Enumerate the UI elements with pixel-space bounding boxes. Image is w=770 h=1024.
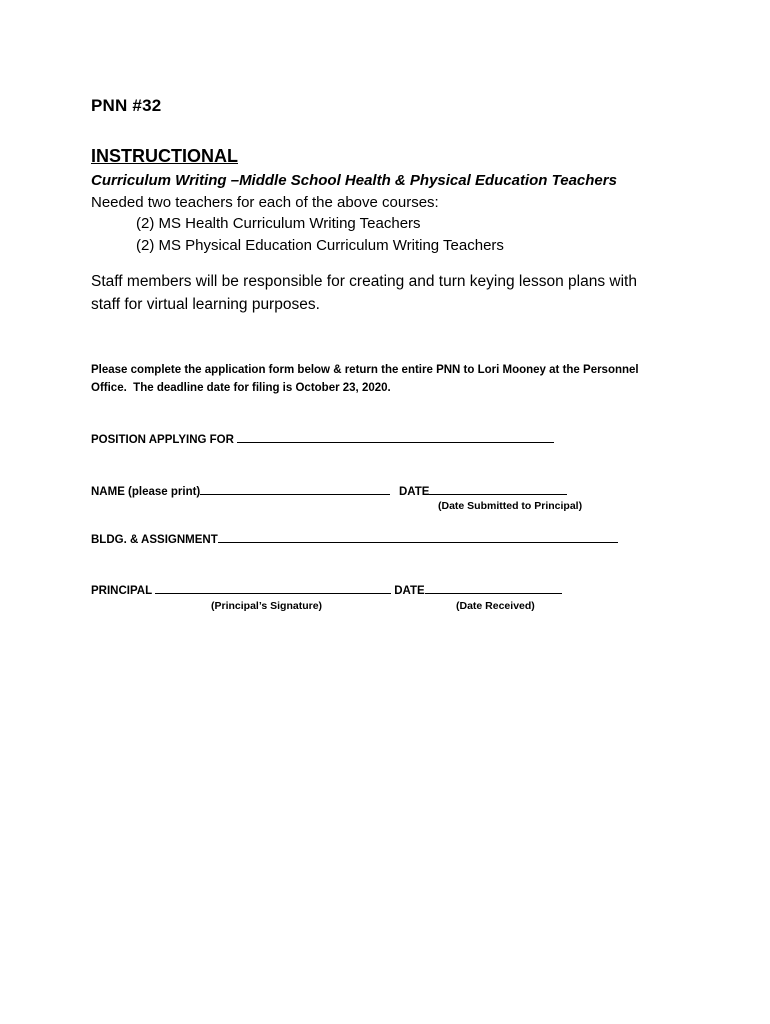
bldg-assignment-label: BLDG. & ASSIGNMENT [91, 534, 218, 546]
instructions-line: Please complete the application form below & return the entire PNN to Lori Mooney at the Personnel [91, 364, 639, 376]
principal-row [91, 582, 391, 597]
position-title: Curriculum Writing –Middle School Health & Physical Education Teachers [91, 172, 617, 189]
name-label: NAME (please print) [91, 486, 201, 498]
position-applying-row [91, 431, 554, 446]
date-submitted-caption: (Date Submitted to Principal) [438, 500, 583, 512]
date-received-caption: (Date Received) [456, 600, 535, 612]
position-applying-field[interactable] [237, 431, 554, 443]
principal-signature-field[interactable] [155, 582, 391, 594]
name-row [91, 483, 390, 498]
bldg-assignment-field[interactable] [218, 531, 618, 543]
principal-label: PRINCIPAL [91, 585, 156, 597]
name-field[interactable] [200, 483, 390, 495]
principal-date-label: DATE [391, 585, 425, 597]
received-date-row [391, 582, 562, 597]
principal-signature-caption: (Principal’s Signature) [211, 600, 323, 612]
category-heading: INSTRUCTIONAL [91, 146, 238, 166]
position-applying-label: POSITION APPLYING FOR [91, 434, 238, 446]
received-date-field[interactable] [425, 582, 562, 594]
pnn-number: PNN #32 [91, 96, 162, 115]
course-item: (2) MS Physical Education Curriculum Writing Teachers [136, 237, 504, 254]
course-item: (2) MS Health Curriculum Writing Teachers [136, 215, 421, 232]
needed-line: Needed two teachers for each of the above courses: [91, 194, 439, 211]
bldg-assignment-row [91, 531, 618, 546]
date-label: DATE [399, 486, 430, 498]
submitted-date-field[interactable] [429, 483, 567, 495]
instructions-line: Office. The deadline date for filing is October 23, 2020. [91, 382, 391, 394]
description-line: Staff members will be responsible for creating and turn keying lesson plans with [91, 273, 637, 290]
submitted-date-row [399, 483, 567, 498]
description-line: staff for virtual learning purposes. [91, 296, 320, 313]
